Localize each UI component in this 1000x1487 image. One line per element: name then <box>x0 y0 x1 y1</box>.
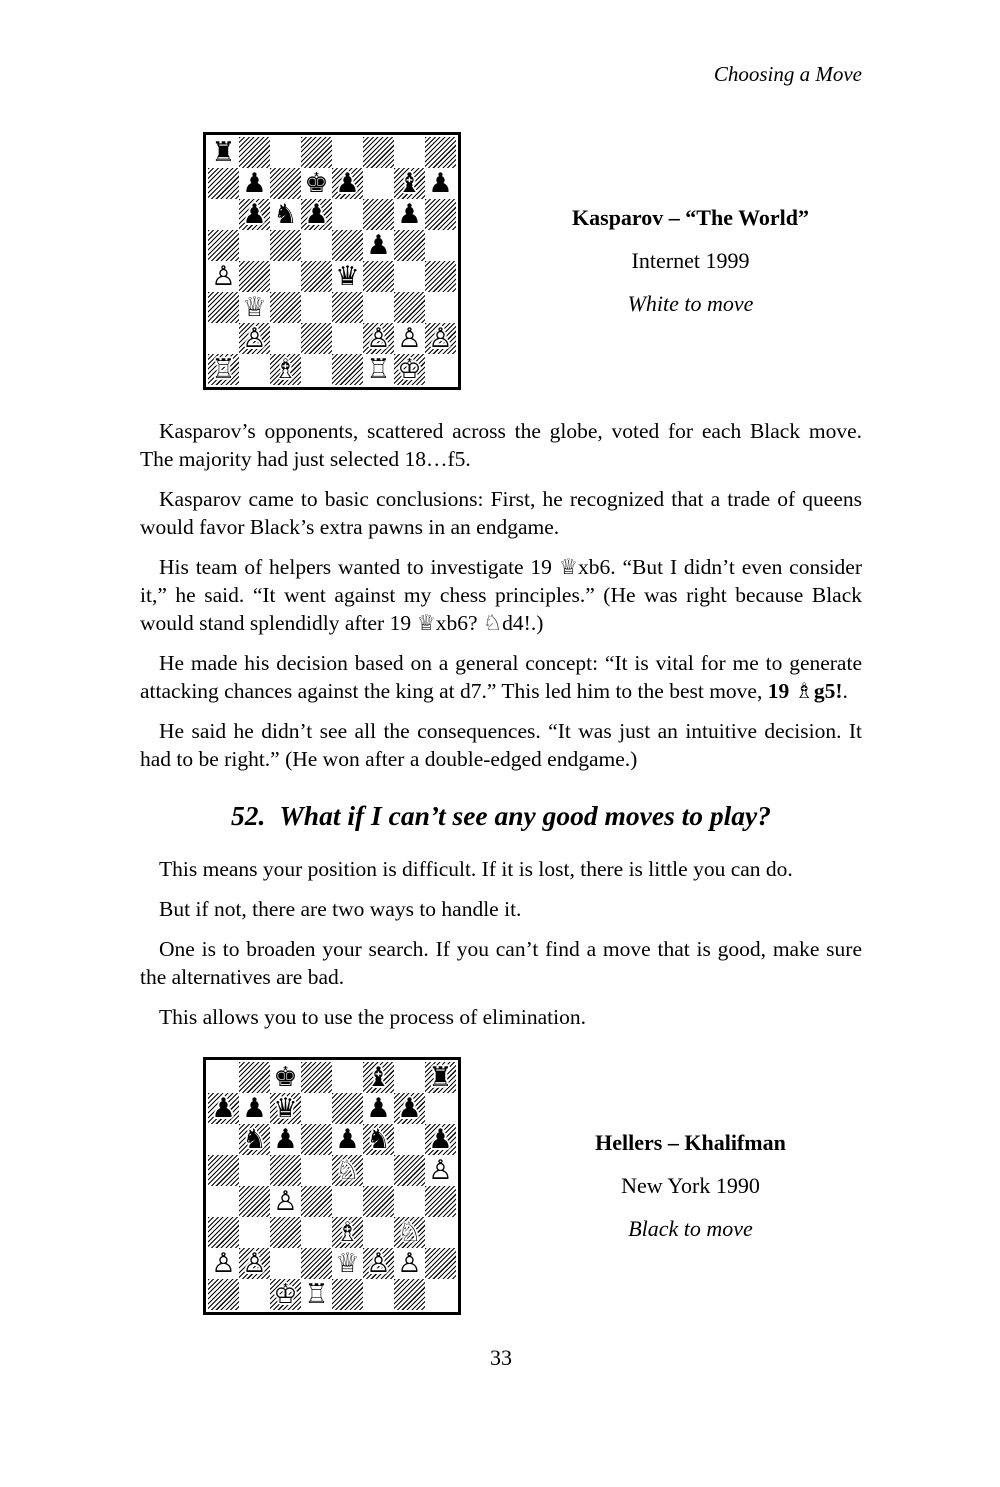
square-e2 <box>332 1248 363 1279</box>
square-g7 <box>394 168 425 199</box>
side-to-move: Black to move <box>628 1216 753 1241</box>
square-e8 <box>332 1062 363 1093</box>
square-b2 <box>239 1248 270 1279</box>
piece-white-pawn-icon: ♙ <box>242 323 267 354</box>
piece-black-bishop-icon: ♝ <box>366 1062 391 1093</box>
square-a4 <box>208 261 239 292</box>
square-h2 <box>425 323 456 354</box>
piece-black-pawn-icon: ♟ <box>428 168 453 199</box>
square-a8 <box>208 137 239 168</box>
piece-black-pawn-icon: ♟ <box>304 199 329 230</box>
game-caption <box>461 1130 862 1242</box>
piece-white-king-icon: ♔ <box>273 1279 298 1310</box>
square-h6 <box>425 199 456 230</box>
piece-black-pawn-icon: ♟ <box>366 1093 391 1124</box>
paragraph <box>140 935 862 991</box>
square-d8 <box>301 137 332 168</box>
square-d2 <box>301 323 332 354</box>
square-f3 <box>363 292 394 323</box>
square-c1 <box>270 354 301 385</box>
square-f1 <box>363 354 394 385</box>
square-h1 <box>425 354 456 385</box>
piece-black-knight-icon: ♞ <box>242 1124 267 1155</box>
square-h7 <box>425 1093 456 1124</box>
square-e3 <box>332 292 363 323</box>
square-b1 <box>239 1279 270 1310</box>
square-d1 <box>301 1279 332 1310</box>
square-c2 <box>270 1248 301 1279</box>
text-run: Kasparov’s opponents, scattered across the globe, voted for each Black move. The majority had just selected 18…f5. <box>140 419 862 471</box>
square-e1 <box>332 354 363 385</box>
square-f8 <box>363 1062 394 1093</box>
square-f5 <box>363 1155 394 1186</box>
square-e7 <box>332 1093 363 1124</box>
piece-white-pawn-icon: ♙ <box>211 261 236 292</box>
square-b8 <box>239 1062 270 1093</box>
piece-white-pawn-icon: ♙ <box>397 1248 422 1279</box>
square-e3 <box>332 1217 363 1248</box>
article-advice <box>140 855 862 1031</box>
diagram-block-hellers <box>140 1057 862 1315</box>
square-e5 <box>332 1155 363 1186</box>
diagram-kasparov-world <box>203 132 461 390</box>
square-g3 <box>394 292 425 323</box>
square-b5 <box>239 230 270 261</box>
square-g2 <box>394 323 425 354</box>
square-c7 <box>270 168 301 199</box>
square-c5 <box>270 1155 301 1186</box>
square-h2 <box>425 1248 456 1279</box>
piece-white-pawn-icon: ♙ <box>428 323 453 354</box>
square-h5 <box>425 230 456 261</box>
piece-black-pawn-icon: ♟ <box>397 199 422 230</box>
piece-white-pawn-icon: ♙ <box>397 323 422 354</box>
square-g8 <box>394 137 425 168</box>
square-a3 <box>208 1217 239 1248</box>
piece-black-pawn-icon: ♟ <box>366 230 391 261</box>
piece-white-knight-icon: ♘ <box>335 1155 360 1186</box>
square-c4 <box>270 261 301 292</box>
square-g7 <box>394 1093 425 1124</box>
square-g1 <box>394 354 425 385</box>
square-g1 <box>394 1279 425 1310</box>
piece-white-queen-icon: ♕ <box>242 292 267 323</box>
square-d4 <box>301 261 332 292</box>
square-d2 <box>301 1248 332 1279</box>
square-b7 <box>239 168 270 199</box>
piece-black-rook-icon: ♜ <box>428 1062 453 1093</box>
square-a5 <box>208 1155 239 1186</box>
square-b1 <box>239 354 270 385</box>
piece-black-king-icon: ♚ <box>273 1062 298 1093</box>
square-b2 <box>239 323 270 354</box>
square-h4 <box>425 261 456 292</box>
piece-black-knight-icon: ♞ <box>366 1124 391 1155</box>
paragraph <box>140 717 862 773</box>
text-run: His team of helpers wanted to investigate 19 ♕xb6. “But I didn’t even consider it,” he said. “It went against my chess principles.” (He was right because Black would stand splendidly after 19 ♕xb6? ♘d4!.) <box>140 555 862 635</box>
paragraph <box>140 417 862 473</box>
square-c6 <box>270 199 301 230</box>
paragraph <box>140 485 862 541</box>
square-f6 <box>363 1124 394 1155</box>
piece-black-pawn-icon: ♟ <box>242 199 267 230</box>
text-run: One is to broaden your search. If you can’t find a move that is good, make sure the alternatives are bad. <box>140 937 862 989</box>
square-f4 <box>363 1186 394 1217</box>
piece-black-pawn-icon: ♟ <box>335 168 360 199</box>
game-players: Kasparov – “The World” <box>572 205 809 230</box>
square-g2 <box>394 1248 425 1279</box>
square-a8 <box>208 1062 239 1093</box>
piece-white-bishop-icon: ♗ <box>273 354 298 385</box>
square-f4 <box>363 261 394 292</box>
square-h8 <box>425 1062 456 1093</box>
square-c8 <box>270 137 301 168</box>
piece-white-pawn-icon: ♙ <box>428 1155 453 1186</box>
square-g8 <box>394 1062 425 1093</box>
piece-black-rook-icon: ♜ <box>211 137 236 168</box>
square-h1 <box>425 1279 456 1310</box>
chessboard <box>208 137 456 385</box>
piece-black-pawn-icon: ♟ <box>242 1093 267 1124</box>
paragraph <box>140 553 862 637</box>
paragraph <box>140 1003 862 1031</box>
piece-white-knight-icon: ♘ <box>397 1217 422 1248</box>
square-f6 <box>363 199 394 230</box>
piece-black-pawn-icon: ♟ <box>242 168 267 199</box>
piece-black-pawn-icon: ♟ <box>428 1124 453 1155</box>
square-d4 <box>301 1186 332 1217</box>
square-a1 <box>208 354 239 385</box>
piece-black-queen-icon: ♛ <box>273 1093 298 1124</box>
piece-black-pawn-icon: ♟ <box>397 1093 422 1124</box>
square-c6 <box>270 1124 301 1155</box>
text-run: This allows you to use the process of elimination. <box>159 1005 586 1029</box>
square-f5 <box>363 230 394 261</box>
square-e4 <box>332 261 363 292</box>
square-d3 <box>301 292 332 323</box>
piece-white-rook-icon: ♖ <box>211 354 236 385</box>
square-c2 <box>270 323 301 354</box>
square-h5 <box>425 1155 456 1186</box>
game-caption <box>461 205 862 317</box>
square-b4 <box>239 261 270 292</box>
square-h4 <box>425 1186 456 1217</box>
square-c7 <box>270 1093 301 1124</box>
square-a1 <box>208 1279 239 1310</box>
article-kasparov <box>140 417 862 773</box>
square-c8 <box>270 1062 301 1093</box>
paragraph <box>140 895 862 923</box>
square-f7 <box>363 1093 394 1124</box>
piece-black-knight-icon: ♞ <box>273 199 298 230</box>
square-b8 <box>239 137 270 168</box>
square-g4 <box>394 261 425 292</box>
square-h8 <box>425 137 456 168</box>
square-f1 <box>363 1279 394 1310</box>
square-b4 <box>239 1186 270 1217</box>
square-h6 <box>425 1124 456 1155</box>
diagram-block-kasparov <box>140 132 862 390</box>
square-g5 <box>394 1155 425 1186</box>
square-c1 <box>270 1279 301 1310</box>
square-e6 <box>332 199 363 230</box>
square-d6 <box>301 199 332 230</box>
square-b3 <box>239 292 270 323</box>
square-e6 <box>332 1124 363 1155</box>
square-h3 <box>425 292 456 323</box>
text-run: But if not, there are two ways to handle it. <box>159 897 522 921</box>
piece-white-pawn-icon: ♙ <box>242 1248 267 1279</box>
square-a3 <box>208 292 239 323</box>
text-run: He made his decision based on a general concept: “It is vital for me to generate attacking chances against the king at d7.” This led him to the best move, <box>140 651 862 703</box>
square-f2 <box>363 1248 394 1279</box>
piece-black-queen-icon: ♛ <box>335 261 360 292</box>
square-d5 <box>301 1155 332 1186</box>
square-g6 <box>394 199 425 230</box>
section-heading <box>140 797 862 835</box>
square-a5 <box>208 230 239 261</box>
square-d6 <box>301 1124 332 1155</box>
game-venue: New York 1990 <box>621 1173 760 1198</box>
square-h7 <box>425 168 456 199</box>
piece-white-rook-icon: ♖ <box>366 354 391 385</box>
piece-black-king-icon: ♚ <box>304 168 329 199</box>
section-number: 52. <box>230 800 266 831</box>
square-h3 <box>425 1217 456 1248</box>
piece-white-pawn-icon: ♙ <box>273 1186 298 1217</box>
piece-black-pawn-icon: ♟ <box>211 1093 236 1124</box>
square-g5 <box>394 230 425 261</box>
square-d7 <box>301 168 332 199</box>
square-b7 <box>239 1093 270 1124</box>
piece-black-bishop-icon: ♝ <box>397 168 422 199</box>
square-e4 <box>332 1186 363 1217</box>
piece-white-rook-icon: ♖ <box>304 1279 329 1310</box>
running-header: Choosing a Move <box>713 62 862 86</box>
text-run: . <box>842 679 848 703</box>
chessboard <box>208 1062 456 1310</box>
paragraph <box>140 855 862 883</box>
square-a7 <box>208 168 239 199</box>
side-to-move: White to move <box>627 291 754 316</box>
square-b6 <box>239 1124 270 1155</box>
page-content <box>140 0 862 1371</box>
piece-white-pawn-icon: ♙ <box>211 1248 236 1279</box>
square-c4 <box>270 1186 301 1217</box>
square-e7 <box>332 168 363 199</box>
paragraph <box>140 649 862 705</box>
square-b6 <box>239 199 270 230</box>
game-players: Hellers – Khalifman <box>595 1130 786 1155</box>
piece-white-queen-icon: ♕ <box>335 1248 360 1279</box>
square-f2 <box>363 323 394 354</box>
square-d5 <box>301 230 332 261</box>
diagram-hellers-khalifman <box>203 1057 461 1315</box>
page-number: 33 <box>490 1345 512 1370</box>
piece-black-pawn-icon: ♟ <box>335 1124 360 1155</box>
piece-black-pawn-icon: ♟ <box>273 1124 298 1155</box>
square-g6 <box>394 1124 425 1155</box>
game-venue: Internet 1999 <box>631 248 750 273</box>
square-c5 <box>270 230 301 261</box>
text-run: He said he didn’t see all the consequences. “It was just an intuitive decision. It had to be right.” (He won after a double-edged endgame.) <box>140 719 862 771</box>
square-a7 <box>208 1093 239 1124</box>
chessboard-frame <box>203 132 461 390</box>
square-e2 <box>332 323 363 354</box>
move-notation: 19 ♗g5! <box>767 679 843 703</box>
square-a2 <box>208 1248 239 1279</box>
square-b3 <box>239 1217 270 1248</box>
square-a6 <box>208 1124 239 1155</box>
square-a4 <box>208 1186 239 1217</box>
piece-white-king-icon: ♔ <box>397 354 422 385</box>
square-d8 <box>301 1062 332 1093</box>
square-d7 <box>301 1093 332 1124</box>
square-a6 <box>208 199 239 230</box>
square-g4 <box>394 1186 425 1217</box>
square-e5 <box>332 230 363 261</box>
square-f7 <box>363 168 394 199</box>
piece-white-pawn-icon: ♙ <box>366 323 391 354</box>
piece-white-pawn-icon: ♙ <box>366 1248 391 1279</box>
square-f3 <box>363 1217 394 1248</box>
section-title: What if I can’t see any good moves to play? <box>279 800 772 831</box>
square-c3 <box>270 1217 301 1248</box>
chessboard-frame <box>203 1057 461 1315</box>
square-e1 <box>332 1279 363 1310</box>
square-b5 <box>239 1155 270 1186</box>
square-a2 <box>208 323 239 354</box>
square-f8 <box>363 137 394 168</box>
square-c3 <box>270 292 301 323</box>
square-d3 <box>301 1217 332 1248</box>
square-g3 <box>394 1217 425 1248</box>
text-run: This means your position is difficult. If it is lost, there is little you can do. <box>159 857 793 881</box>
square-e8 <box>332 137 363 168</box>
text-run: Kasparov came to basic conclusions: First, he recognized that a trade of queens would favor Black’s extra pawns in an endgame. <box>140 487 862 539</box>
square-d1 <box>301 354 332 385</box>
piece-white-bishop-icon: ♗ <box>335 1217 360 1248</box>
